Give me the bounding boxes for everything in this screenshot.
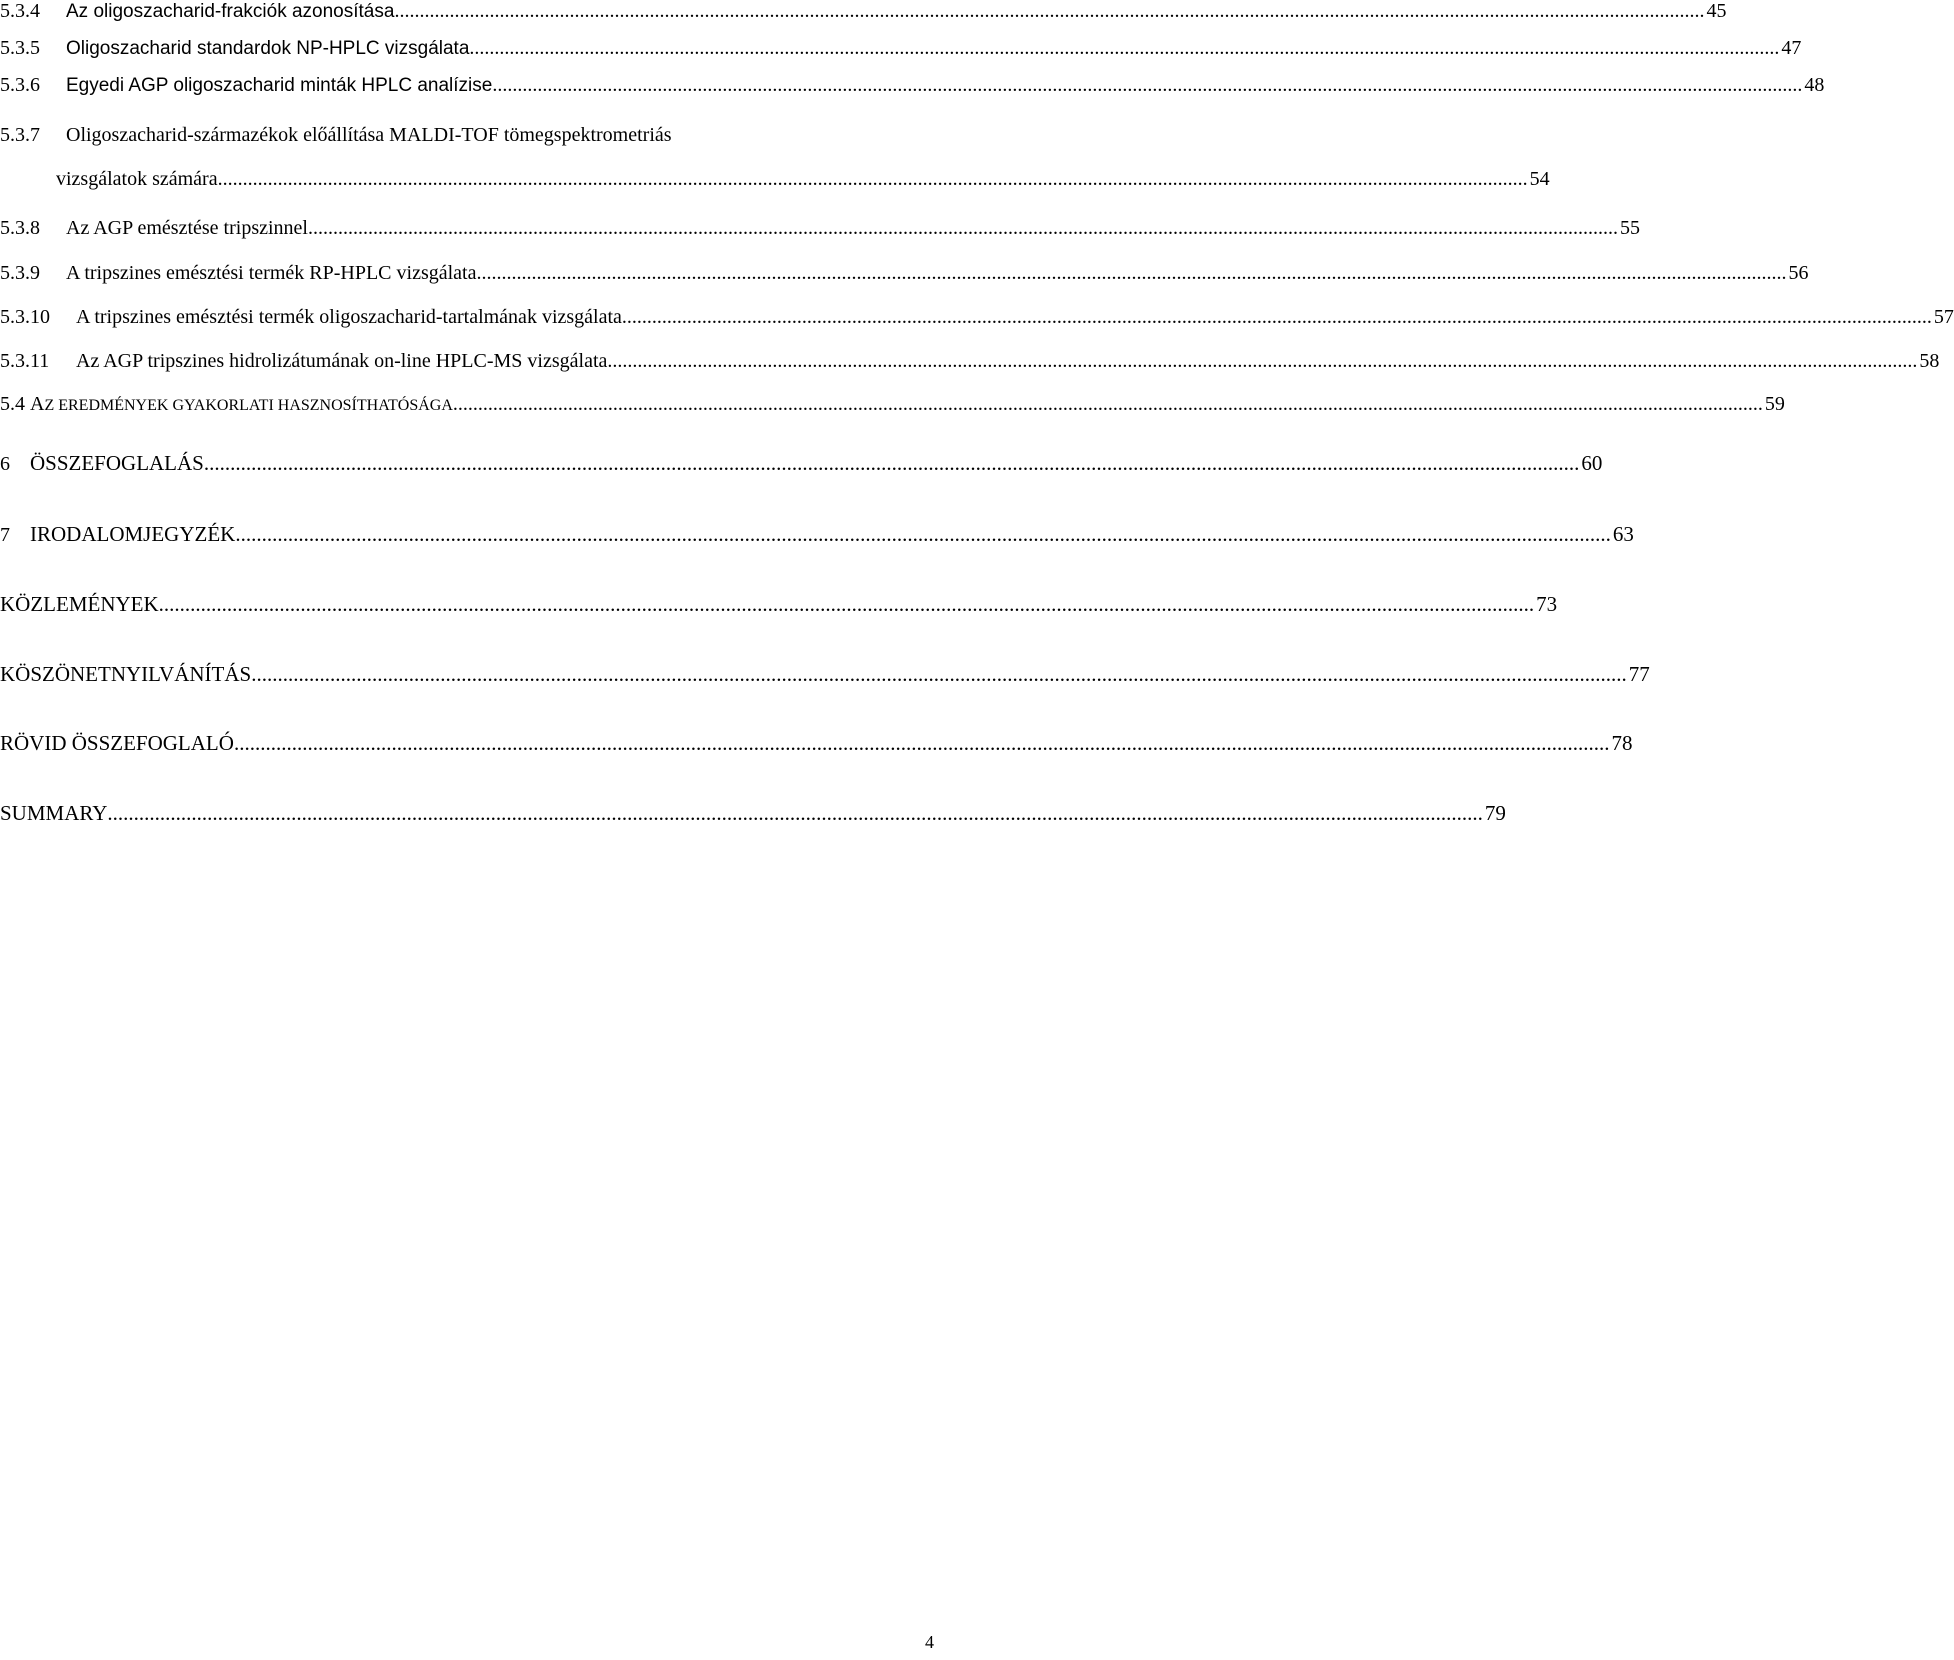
toc-entry-number: 5.3.5 <box>0 37 40 59</box>
toc-entry-title: ÖSSZEFOGLALÁS <box>30 451 204 475</box>
page-number: 4 <box>925 1632 934 1652</box>
toc-entry-page: 63 <box>1612 522 1634 546</box>
toc-entry-page: 48 <box>1804 74 1825 96</box>
toc-entry[interactable] <box>0 451 1603 487</box>
toc-entry-page: 78 <box>1611 731 1633 755</box>
toc-entry-number: 7 <box>0 524 10 546</box>
toc-entry-title: Egyedi AGP oligoszacharid minták HPLC analízise <box>66 75 493 96</box>
toc-entry-page: 58 <box>1919 350 1940 372</box>
toc-dot-leader <box>469 37 1779 60</box>
toc-entry[interactable] <box>0 217 1640 253</box>
toc-entry-title: A tripszines emésztési termék RP-HPLC vizsgálata <box>66 262 477 284</box>
toc-entry-number: 5.3.6 <box>0 74 40 96</box>
toc-entry[interactable] <box>0 262 1809 298</box>
toc-entry-page: 47 <box>1781 37 1802 59</box>
toc-entry-page: 59 <box>1764 393 1785 415</box>
toc-dot-leader <box>107 801 1483 826</box>
toc-entry-page: 45 <box>1706 0 1727 22</box>
toc-dot-leader <box>394 0 1704 23</box>
toc-entry-title: Az AGP emésztése tripszinnel <box>66 217 308 239</box>
toc-entry-page: 55 <box>1619 217 1640 239</box>
toc-entry-number: 5.3.11 <box>0 350 50 372</box>
toc-entry[interactable] <box>0 801 1506 837</box>
toc-dot-leader <box>453 393 1763 416</box>
toc-dot-leader <box>476 262 1786 285</box>
toc-entry-number: 5.3.8 <box>0 217 40 239</box>
toc-dot-leader <box>204 451 1580 476</box>
toc-entry[interactable] <box>0 393 1785 429</box>
toc-entry[interactable] <box>0 731 1633 767</box>
toc-dot-leader <box>622 306 1932 329</box>
toc-entry-page: 73 <box>1536 592 1558 616</box>
toc-entry[interactable] <box>0 0 1727 36</box>
toc-entry-title-continuation: vizsgálatok számára <box>56 168 218 190</box>
toc-entry-page: 60 <box>1581 451 1603 475</box>
toc-dot-leader <box>159 592 1535 617</box>
toc-entry-title: Oligoszacharid standardok NP-HPLC vizsgálata <box>66 38 470 59</box>
toc-dot-leader <box>607 350 1917 373</box>
toc-entry-number: 5.3.7 <box>0 124 40 146</box>
toc-entry-title: A tripszines emésztési termék oligoszacharid-tartalmának vizsgálata <box>76 306 622 328</box>
toc-dot-leader <box>234 731 1610 756</box>
toc-entry[interactable] <box>0 522 1634 558</box>
toc-entry-number: 6 <box>0 453 10 475</box>
toc-dot-leader <box>308 217 1618 240</box>
toc-dot-leader <box>218 168 1528 191</box>
toc-entry-number: 5.3.9 <box>0 262 40 284</box>
toc-entry[interactable] <box>0 350 1940 386</box>
toc-entry-title: KÖZLEMÉNYEK <box>0 592 159 616</box>
toc-entry-page: 56 <box>1788 262 1809 284</box>
toc-entry-title: IRODALOMJEGYZÉK <box>30 522 236 546</box>
toc-entry-page: 79 <box>1484 801 1506 825</box>
toc-entry-number: 5.4 <box>0 393 25 415</box>
toc-entry[interactable] <box>0 306 1954 342</box>
toc-entry[interactable] <box>0 74 1825 110</box>
toc-entry-title: AZ EREDMÉNYEK GYAKORLATI HASZNOSÍTHATÓSÁGA <box>30 393 453 415</box>
toc-entry-page: 77 <box>1628 662 1650 686</box>
toc-entry-title: Oligoszacharid-származékok előállítása MALDI-TOF tömegspektrometriás <box>66 124 672 146</box>
toc-entry[interactable] <box>0 37 1802 73</box>
toc-dot-leader <box>251 662 1627 687</box>
toc-entry-title: Az oligoszacharid-frakciók azonosítása <box>66 1 395 22</box>
toc-dot-leader <box>492 74 1802 97</box>
toc-entry-title: Az AGP tripszines hidrolizátumának on-line HPLC-MS vizsgálata <box>76 350 608 372</box>
toc-entry-continuation[interactable] <box>56 168 1550 204</box>
toc-entry-title: KÖSZÖNETNYILVÁNÍTÁS <box>0 662 252 686</box>
toc-entry-title: RÖVID ÖSSZEFOGLALÓ <box>0 731 234 755</box>
toc-entry-number: 5.3.10 <box>0 306 50 328</box>
toc-entry[interactable] <box>0 124 936 160</box>
toc-entry[interactable] <box>0 592 1558 628</box>
toc-entry-page: 57 <box>1933 306 1954 328</box>
toc-entry-title: SUMMARY <box>0 801 108 825</box>
toc-dot-leader <box>235 522 1611 547</box>
toc-entry[interactable] <box>0 662 1650 698</box>
toc-entry-number: 5.3.4 <box>0 0 40 22</box>
toc-entry-page: 54 <box>1529 168 1550 190</box>
